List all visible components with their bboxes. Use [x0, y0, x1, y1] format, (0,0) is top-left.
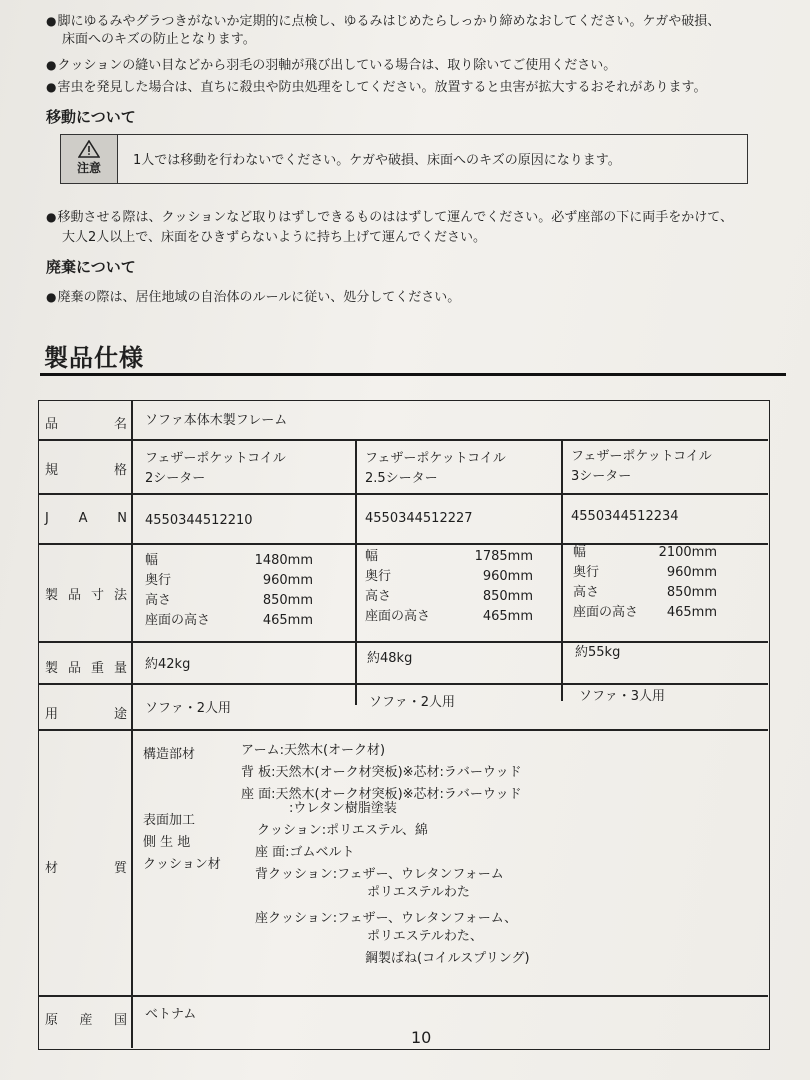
dim-row — [365, 547, 533, 567]
material-finish-label: 表面加工 — [143, 813, 196, 828]
product-name-value: ソファ本体木製フレーム — [145, 413, 288, 428]
label-weight — [45, 657, 127, 676]
dim-row — [145, 591, 313, 611]
spec-title-rule — [40, 373, 786, 376]
row-divider — [39, 439, 768, 441]
label-char: 名 — [113, 417, 127, 432]
caution-text: 1人では移動を行わないでください。ケガや破損、床面へのキズの原因になります。 — [133, 153, 621, 168]
label-char: 法 — [113, 588, 127, 603]
material-seat-cushion-3: 鋼製ばね(コイルスプリング) — [365, 951, 530, 966]
dim-label: 幅 — [145, 553, 159, 568]
dim-value: 960mm — [666, 565, 717, 580]
dim-row — [573, 583, 717, 603]
dim-label: 高さ — [573, 585, 600, 600]
dim-row — [145, 571, 313, 591]
label-char: A — [78, 511, 88, 526]
row-divider — [39, 641, 768, 643]
use-col1: ソファ・2人用 — [145, 701, 232, 716]
label-jan — [45, 511, 127, 526]
bullet-icon: ● — [46, 58, 57, 72]
care-note-1-line1: 脚にゆるみやグラつきがないか定期的に点検し、ゆるみはじめたらしっかり締めなおしてください。ケガや破損、 — [57, 14, 721, 29]
label-product-name — [45, 413, 127, 432]
warning-icon — [78, 140, 100, 158]
row-divider — [39, 729, 768, 731]
dim-row — [573, 543, 717, 563]
label-char: 品 — [67, 661, 81, 676]
label-standard — [45, 459, 127, 478]
dim-label: 座面の高さ — [145, 613, 211, 628]
jan-col1: 4550344512210 — [145, 513, 253, 528]
dim-value: 465mm — [482, 609, 533, 624]
label-char: 原 — [45, 1013, 59, 1028]
caution-badge — [61, 135, 118, 183]
material-cushion-label: クッション材 — [143, 857, 221, 872]
label-char: 用 — [45, 707, 59, 722]
dim-row — [145, 551, 313, 571]
dim-value: 850mm — [666, 585, 717, 600]
label-char: 量 — [113, 661, 127, 676]
caution-label: 注意 — [76, 161, 101, 175]
material-fabric-label: 側 生 地 — [143, 835, 191, 850]
care-note-2 — [46, 56, 616, 75]
row-divider — [39, 995, 768, 997]
label-char: 規 — [45, 463, 59, 478]
material-back-board: 背 板:天然木(オーク材突板)※芯材:ラバーウッド — [241, 765, 522, 780]
label-char: 格 — [113, 463, 127, 478]
jan-col2: 4550344512227 — [365, 511, 473, 526]
label-char: 質 — [113, 861, 127, 876]
disposal-note-text: 廃棄の際は、居住地域の自治体のルールに従い、処分してください。 — [57, 290, 461, 305]
origin-value: ベトナム — [145, 1007, 197, 1022]
material-seat-board: 座 面:天然木(オーク材突板)※芯材:ラバーウッド — [241, 787, 522, 802]
label-column-divider — [131, 401, 133, 1048]
caution-box — [60, 134, 748, 184]
dim-row — [365, 567, 533, 587]
dim-value: 1480mm — [254, 553, 313, 568]
dimensions-col3 — [573, 543, 717, 623]
standard-line2: 3シーター — [571, 469, 632, 484]
row-divider — [39, 493, 768, 495]
standard-line2: 2.5シーター — [365, 471, 438, 486]
bullet-icon: ● — [46, 80, 57, 94]
dimensions-col2 — [365, 547, 533, 627]
spec-title: 製品仕様 — [44, 344, 144, 372]
standard-line1: フェザーポケットコイル — [145, 451, 286, 466]
standard-line2: 2シーター — [145, 471, 206, 486]
material-fabric: クッション:ポリエステル、綿 — [257, 823, 428, 838]
dimensions-col1 — [145, 551, 313, 631]
label-char: 品 — [67, 588, 81, 603]
dim-label: 高さ — [365, 589, 392, 604]
standard-col2 — [365, 449, 506, 489]
dim-label: 高さ — [145, 593, 172, 608]
use-col2: ソファ・2人用 — [369, 695, 456, 710]
label-char: 途 — [113, 707, 127, 722]
moving-note — [46, 208, 733, 227]
disposal-note — [46, 288, 460, 307]
label-char: 品 — [45, 417, 59, 432]
bullet-icon: ● — [46, 210, 57, 224]
dim-row — [573, 563, 717, 583]
dim-value: 960mm — [482, 569, 533, 584]
material-seat-cushion-2: ポリエステルわた、 — [367, 929, 483, 944]
label-char: 製 — [45, 661, 59, 676]
care-note-1-line2: 床面へのキズの防止となります。 — [62, 32, 256, 47]
dim-label: 座面の高さ — [573, 605, 639, 620]
care-note-3-text: 害虫を発見した場合は、直ちに殺虫や防虫処理をしてください。放置すると虫害が拡大するおそれがあります。 — [57, 80, 707, 95]
material-seat-surface: 座 面:ゴムベルト — [255, 845, 355, 860]
dim-label: 奥行 — [573, 565, 600, 580]
standard-col3 — [571, 447, 712, 487]
care-note-2-text: クッションの縫い目などから羽毛の羽軸が飛び出している場合は、取り除いてご使用ください。 — [57, 58, 617, 73]
dim-value: 2100mm — [658, 545, 717, 560]
material-arm: アーム:天然木(オーク材) — [241, 743, 386, 758]
dim-row — [365, 587, 533, 607]
label-char: 重 — [90, 661, 104, 676]
weight-col2: 約48kg — [367, 651, 413, 666]
use-col3: ソファ・3人用 — [579, 689, 666, 704]
label-char: 寸 — [90, 588, 104, 603]
bullet-icon: ● — [46, 290, 57, 304]
dim-value: 1785mm — [474, 549, 533, 564]
care-note-1 — [46, 12, 720, 31]
label-char: 産 — [79, 1013, 93, 1028]
dim-value: 850mm — [262, 593, 313, 608]
dim-label: 幅 — [365, 549, 379, 564]
dim-row — [573, 603, 717, 623]
spec-table — [38, 400, 770, 1050]
dim-value: 465mm — [666, 605, 717, 620]
moving-note-line1: 移動させる際は、クッションなど取りはずしできるものははずして運んでください。必ず座部の下に両手をかけて、 — [57, 210, 733, 225]
label-origin — [45, 1009, 127, 1028]
material-finish: :ウレタン樹脂塗装 — [289, 801, 397, 816]
moving-heading: 移動について — [46, 108, 136, 126]
dim-row — [365, 607, 533, 627]
label-char: J — [45, 511, 49, 526]
disposal-heading: 廃棄について — [46, 258, 136, 276]
material-structure-label: 構造部材 — [143, 747, 196, 762]
weight-col1: 約42kg — [145, 657, 191, 672]
label-char: 国 — [113, 1013, 127, 1028]
jan-col3: 4550344512234 — [571, 509, 679, 524]
weight-col3: 約55kg — [575, 645, 621, 660]
bullet-icon: ● — [46, 14, 57, 28]
column-divider — [561, 439, 563, 701]
material-back-cushion-1: 背クッション:フェザー、ウレタンフォーム — [255, 867, 504, 882]
standard-col1 — [145, 449, 286, 489]
material-back-cushion-2: ポリエステルわた — [367, 885, 470, 900]
dim-label: 幅 — [573, 545, 587, 560]
label-char: 材 — [45, 861, 59, 876]
page-number: 10 — [411, 1028, 432, 1047]
dim-label: 奥行 — [145, 573, 172, 588]
label-char: 製 — [45, 588, 59, 603]
dim-value: 465mm — [262, 613, 313, 628]
dim-row — [145, 611, 313, 631]
row-divider — [39, 683, 768, 685]
care-note-3 — [46, 78, 706, 97]
dim-label: 座面の高さ — [365, 609, 431, 624]
label-dimensions — [45, 584, 127, 603]
standard-line1: フェザーポケットコイル — [365, 451, 506, 466]
dim-value: 960mm — [262, 573, 313, 588]
material-seat-cushion-1: 座クッション:フェザー、ウレタンフォーム、 — [255, 911, 518, 926]
standard-line1: フェザーポケットコイル — [571, 449, 712, 464]
moving-note-line2: 大人2人以上で、床面をひきずらないように持ち上げて運んでください。 — [62, 230, 487, 245]
dim-value: 850mm — [482, 589, 533, 604]
label-material — [45, 857, 127, 876]
column-divider — [355, 439, 357, 705]
dim-label: 奥行 — [365, 569, 392, 584]
label-use — [45, 703, 127, 722]
label-char: N — [117, 511, 127, 526]
